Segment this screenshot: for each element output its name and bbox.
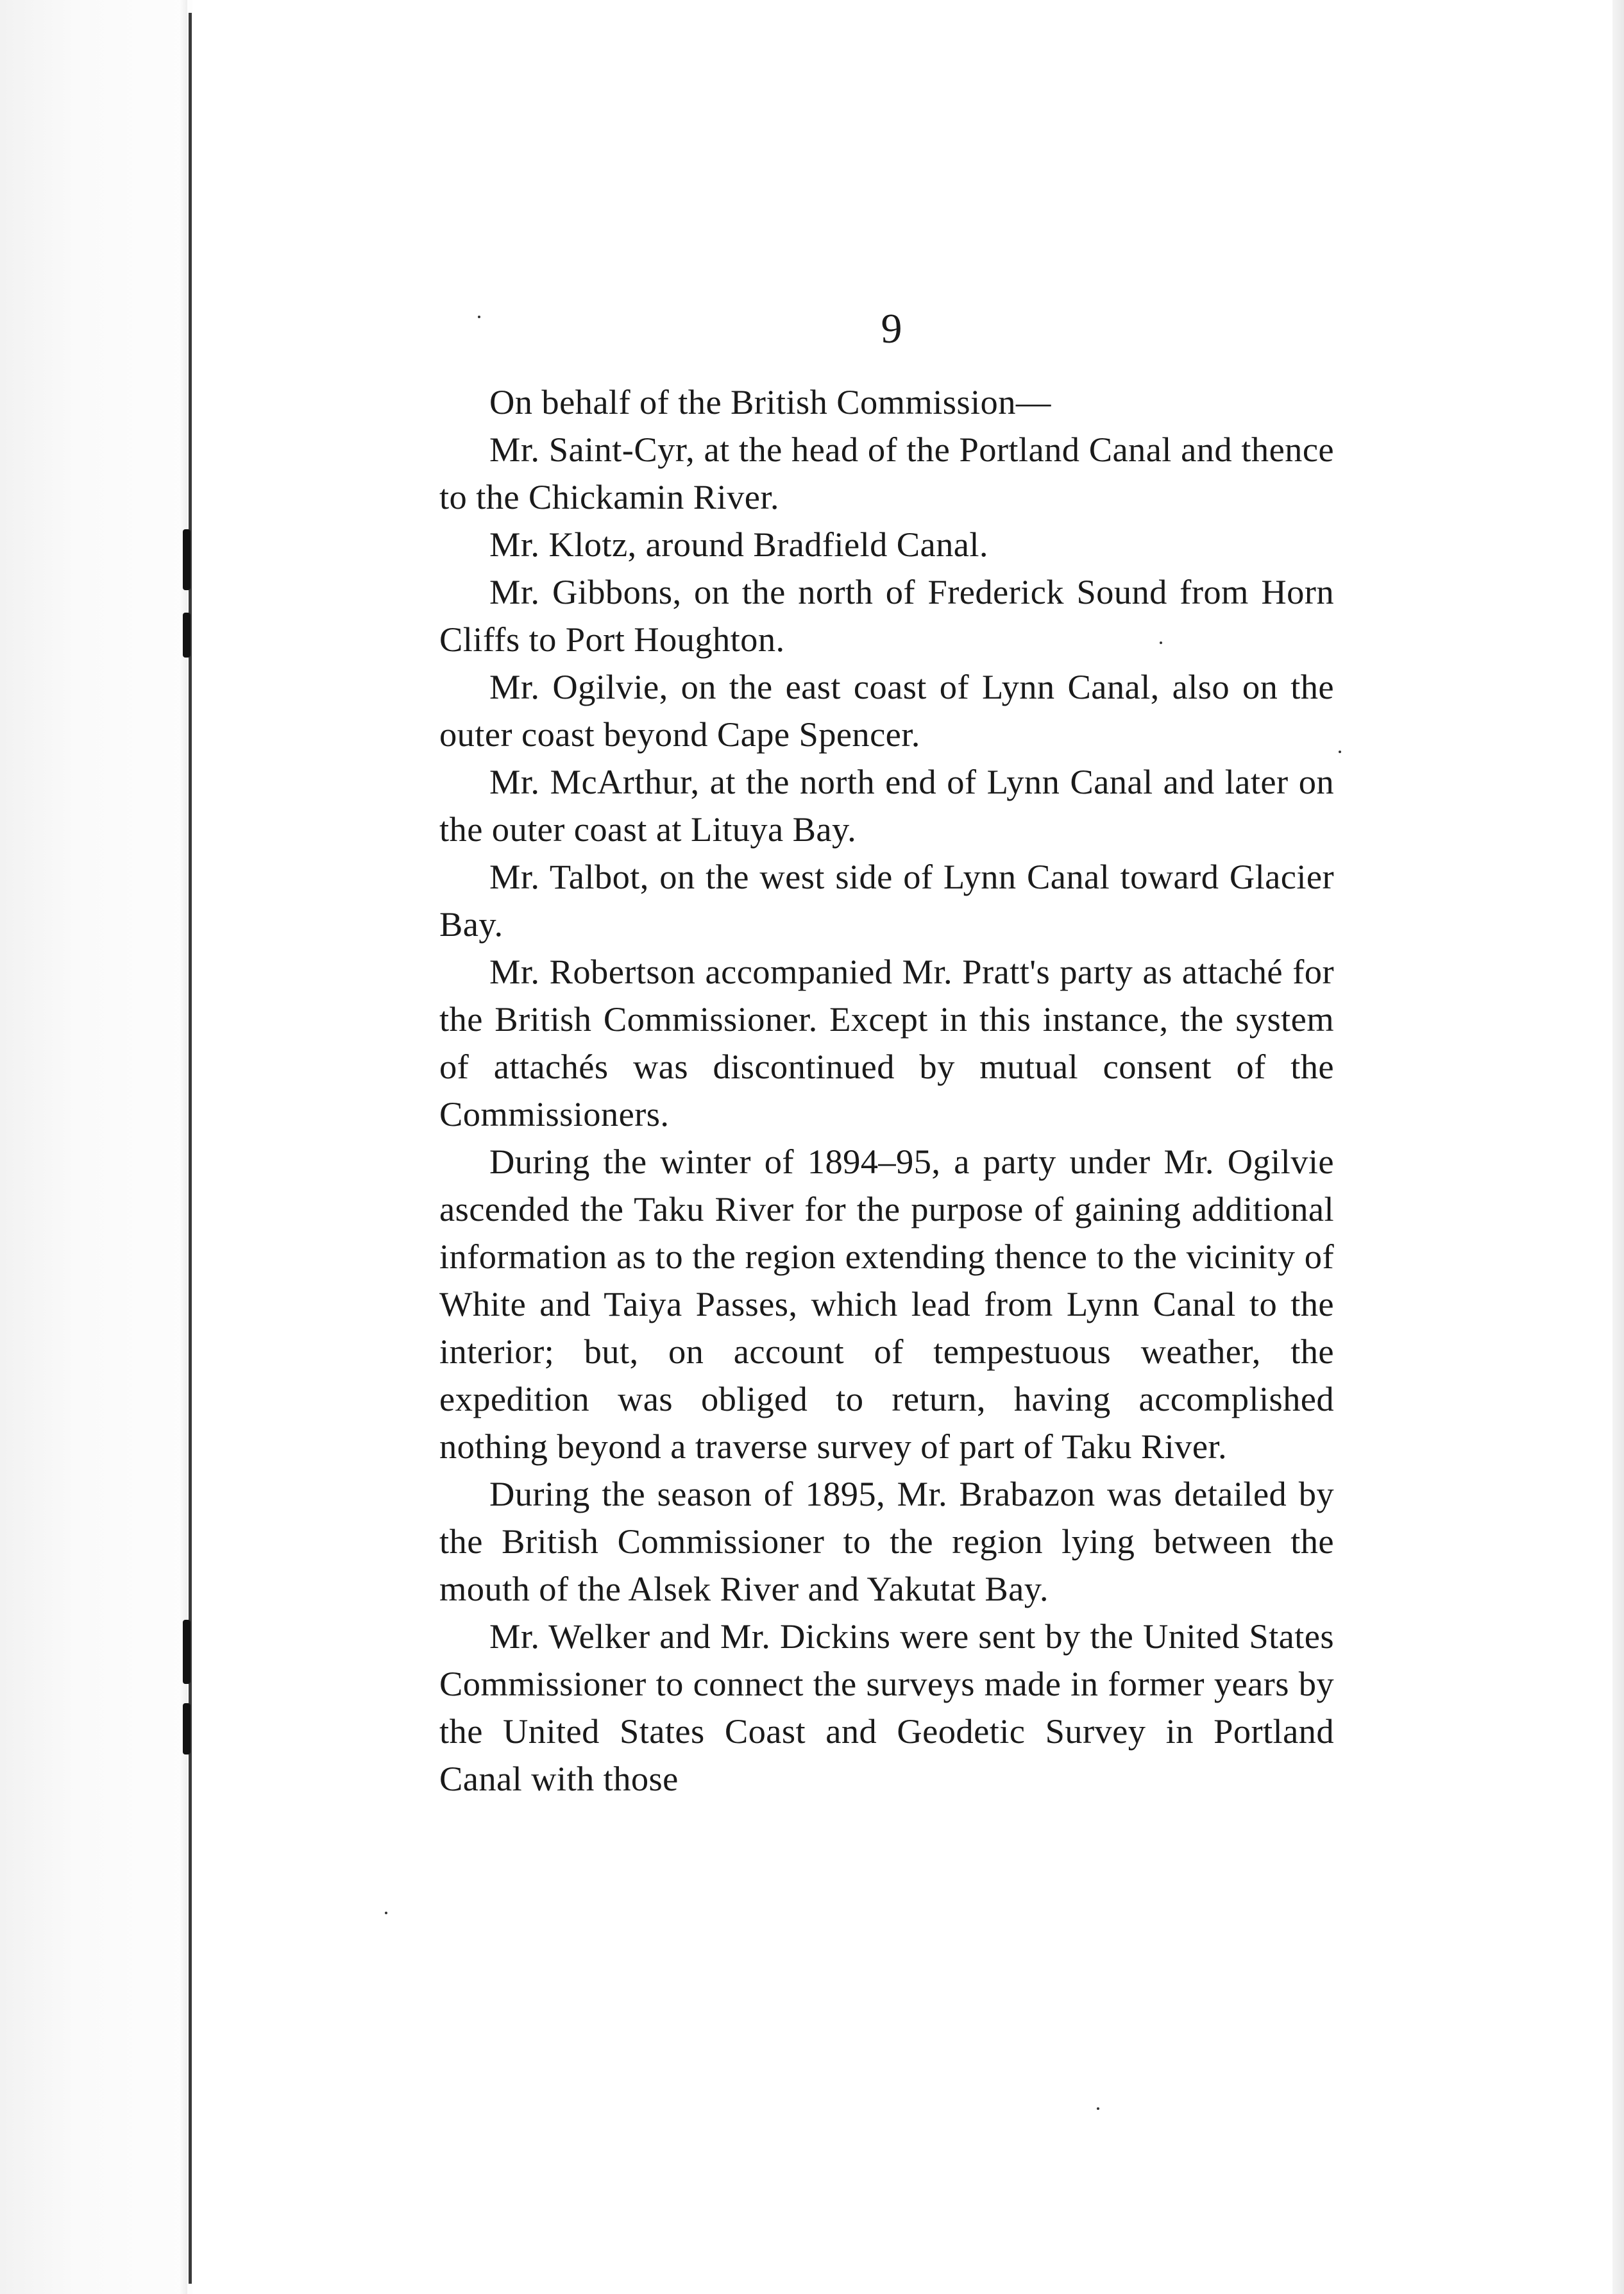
paragraph: Mr. Talbot, on the west side of Lynn Canal toward Glacier Bay. — [439, 857, 1334, 944]
paragraph: During the season of 1895, Mr. Brabazon was detailed by the British Commissioner to the region lying between the mouth of the Alsek River and Yakutat Bay. — [439, 1474, 1334, 1608]
paragraph: Mr. McArthur, at the north end of Lynn Canal and later on the outer coast at Lituya Bay. — [439, 762, 1334, 849]
binding-stitch — [183, 1620, 190, 1684]
paragraph: Mr. Klotz, around Bradfield Canal. — [489, 525, 988, 564]
paper-speck — [385, 1912, 387, 1914]
paragraph: Mr. Robertson accompanied Mr. Pratt's party as attaché for the British Commissioner. Except in this instance, the system of attachés was discontinued by mutual consent of the Commissioners. — [439, 952, 1334, 1134]
paragraph: During the winter of 1894–95, a party under Mr. Ogilvie ascended the Taku River for the purpose of gaining additional information as to the region extending thence to the vicinity of White and Taiya Passes, which lead from Lynn Canal to the interior; but, on account of tempestuous weather, the expedition was obliged to return, having accomplished nothing beyond a traverse survey of part of Taku River. — [439, 1142, 1334, 1466]
paragraph: Mr. Gibbons, on the north of Frederick Sound from Horn Cliffs to Port Houghton. — [439, 572, 1334, 659]
binding-line — [189, 13, 192, 2284]
binding-stitch — [183, 1703, 190, 1754]
paragraph: Mr. Welker and Mr. Dickins were sent by the United States Commissioner to connect the surveys made in former years by the United States Coast and Geodetic Survey in Portland Canal with those — [439, 1617, 1334, 1798]
paper-speck — [1339, 751, 1341, 753]
paragraph: Mr. Ogilvie, on the east coast of Lynn Canal, also on the outer coast beyond Cape Spencer. — [439, 667, 1334, 754]
page-number: 9 — [881, 305, 902, 352]
paragraph: Mr. Saint-Cyr, at the head of the Portland Canal and thence to the Chickamin River. — [439, 430, 1334, 516]
binding-stitch — [183, 529, 190, 590]
paper-speck — [1097, 2107, 1099, 2110]
binding-stitch — [183, 613, 190, 658]
body-text — [439, 378, 1334, 1803]
paragraph: On behalf of the British Commission— — [489, 382, 1051, 421]
